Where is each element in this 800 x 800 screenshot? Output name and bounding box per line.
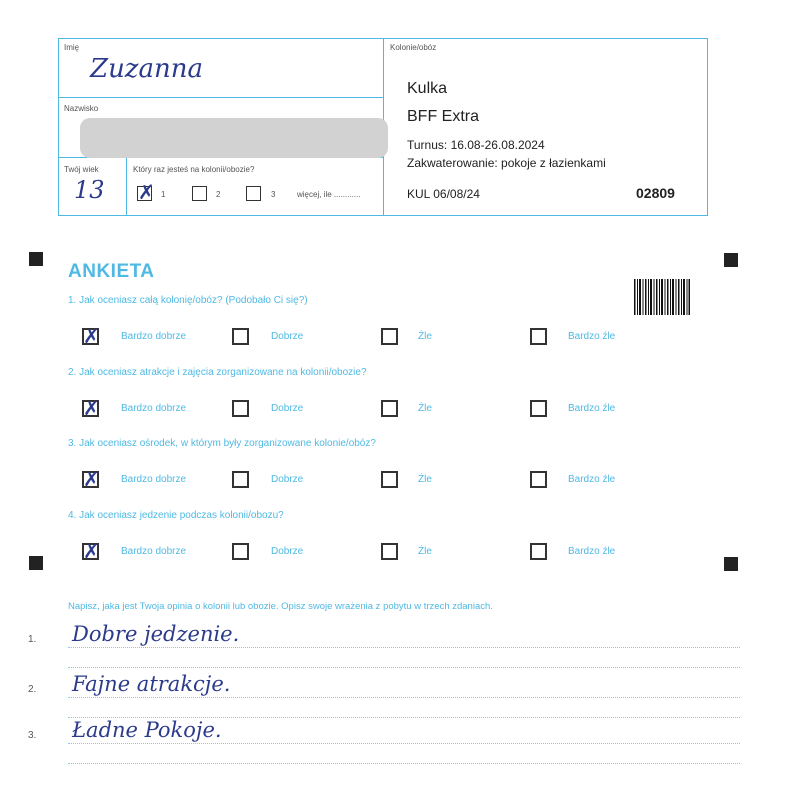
answer-option-label: Źle bbox=[418, 403, 432, 414]
answer-option-label: Dobrze bbox=[271, 403, 304, 414]
answer-checkbox[interactable] bbox=[232, 543, 249, 560]
registration-mark-bottom-left bbox=[29, 556, 43, 570]
opinion-dotted-line bbox=[68, 667, 740, 668]
camp-turnus: Turnus: 16.08-26.08.2024 bbox=[407, 138, 545, 152]
question-text: 1. Jak oceniasz całą kolonię/obóz? (Podobało Ci się?) bbox=[68, 295, 308, 306]
answer-checkbox[interactable] bbox=[381, 471, 398, 488]
answer-option-label: Źle bbox=[418, 331, 432, 342]
answer-checkbox[interactable] bbox=[381, 400, 398, 417]
opinion-line-text: Ładne Pokoje. bbox=[72, 718, 222, 742]
answer-checkbox[interactable] bbox=[530, 543, 547, 560]
question-text: 3. Jak oceniasz ośrodek, w którym były zorganizowane kolonie/obóz? bbox=[68, 438, 376, 449]
camp-name: Kulka bbox=[407, 80, 448, 97]
surname-redacted bbox=[80, 118, 388, 158]
age-label: Twój wiek bbox=[64, 165, 99, 174]
name-label: Imię bbox=[64, 43, 80, 52]
answer-checkbox[interactable] bbox=[530, 400, 547, 417]
answer-option-label: Dobrze bbox=[271, 546, 304, 557]
question-text: 4. Jak oceniasz jedzenie podczas kolonii/obozu? bbox=[68, 510, 284, 521]
answer-check-mark: ✗ bbox=[83, 467, 100, 491]
opinion-dotted-line bbox=[68, 647, 740, 648]
answer-checkbox[interactable] bbox=[381, 543, 398, 560]
times-label: Który raz jesteś na kolonii/obozie? bbox=[133, 165, 255, 174]
times-checkbox-1-mark: ✗ bbox=[138, 180, 155, 204]
answer-checkbox[interactable] bbox=[232, 471, 249, 488]
times-checkbox-3[interactable] bbox=[246, 186, 261, 201]
answer-option-label: Źle bbox=[418, 546, 432, 557]
answer-checkbox[interactable] bbox=[232, 400, 249, 417]
opinion-line-number: 2. bbox=[28, 684, 37, 695]
opinion-dotted-line bbox=[68, 743, 740, 744]
answer-check-mark: ✗ bbox=[83, 539, 100, 563]
answer-option-label: Bardzo dobrze bbox=[121, 331, 187, 342]
camp-number: 02809 bbox=[636, 185, 675, 201]
times-more: więcej, ile ............ bbox=[297, 190, 361, 199]
opinion-line-number: 3. bbox=[28, 730, 37, 741]
registration-mark-bottom-right bbox=[724, 557, 738, 571]
opinion-prompt: Napisz, jaka jest Twoja opinia o kolonii lub obozie. Opisz swoje wrażenia z pobytu w trzech zdaniach. bbox=[68, 601, 493, 612]
name-value: Zuzanna bbox=[90, 54, 204, 84]
survey-title: ANKIETA bbox=[68, 261, 155, 282]
answer-option-label: Bardzo źle bbox=[568, 546, 616, 557]
opinion-dotted-line bbox=[68, 763, 740, 764]
answer-checkbox[interactable] bbox=[530, 328, 547, 345]
answer-check-mark: ✗ bbox=[83, 324, 100, 348]
surname-label: Nazwisko bbox=[64, 104, 99, 113]
times-option-1: 1 bbox=[161, 190, 166, 199]
registration-mark-top-right bbox=[724, 253, 738, 267]
times-option-3: 3 bbox=[271, 190, 276, 199]
barcode-icon bbox=[634, 279, 690, 315]
answer-option-label: Dobrze bbox=[271, 331, 304, 342]
answer-option-label: Bardzo dobrze bbox=[121, 474, 187, 485]
answer-check-mark: ✗ bbox=[83, 396, 100, 420]
answer-option-label: Bardzo źle bbox=[568, 403, 616, 414]
answer-option-label: Bardzo źle bbox=[568, 331, 616, 342]
opinion-dotted-line bbox=[68, 697, 740, 698]
camp-label: Kolonie/obóz bbox=[390, 43, 437, 52]
answer-option-label: Bardzo dobrze bbox=[121, 403, 187, 414]
answer-option-label: Dobrze bbox=[271, 474, 304, 485]
registration-mark-top-left bbox=[29, 252, 43, 266]
header-divider-name bbox=[58, 97, 383, 98]
camp-accommodation: Zakwaterowanie: pokoje z łazienkami bbox=[407, 156, 606, 170]
header-divider-age bbox=[126, 157, 127, 216]
answer-option-label: Bardzo źle bbox=[568, 474, 616, 485]
question-text: 2. Jak oceniasz atrakcje i zajęcia zorganizowane na kolonii/obozie? bbox=[68, 367, 367, 378]
answer-checkbox[interactable] bbox=[530, 471, 547, 488]
times-option-2: 2 bbox=[216, 190, 221, 199]
opinion-line-number: 1. bbox=[28, 634, 37, 645]
answer-option-label: Bardzo dobrze bbox=[121, 546, 187, 557]
times-checkbox-2[interactable] bbox=[192, 186, 207, 201]
answer-checkbox[interactable] bbox=[232, 328, 249, 345]
opinion-line-text: Fajne atrakcje. bbox=[72, 672, 231, 696]
camp-code: KUL 06/08/24 bbox=[407, 187, 480, 201]
answer-option-label: Źle bbox=[418, 474, 432, 485]
opinion-line-text: Dobre jedzenie. bbox=[72, 622, 240, 646]
camp-sub: BFF Extra bbox=[407, 108, 480, 125]
answer-checkbox[interactable] bbox=[381, 328, 398, 345]
age-value: 13 bbox=[74, 176, 105, 204]
